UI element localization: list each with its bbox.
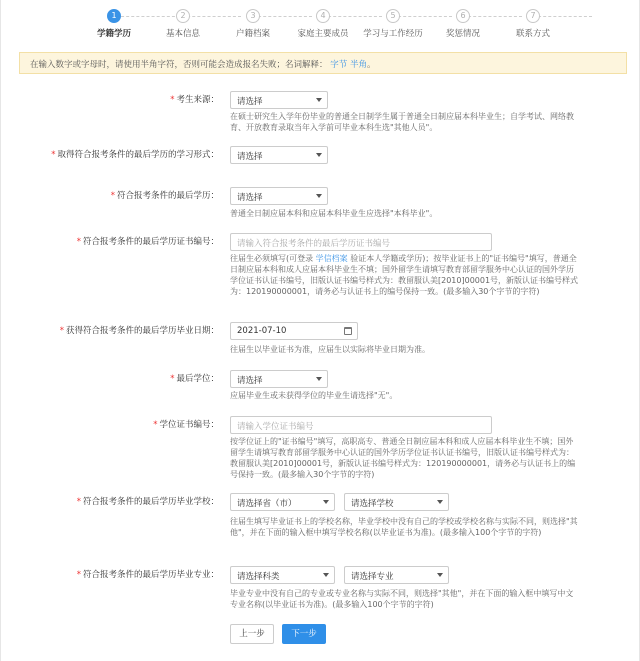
category-select[interactable] xyxy=(230,566,335,584)
degree-hint: 应届毕业生或未获得学位的毕业生请选择"无"。 xyxy=(230,391,398,400)
step-number: 1 xyxy=(107,9,121,23)
cert-no-input[interactable]: 请输入符合报考条件的最后学历证书编号 xyxy=(230,233,492,251)
chevron-down-icon xyxy=(316,98,322,102)
step-label: 家庭主要成员 xyxy=(297,29,349,39)
notice-end: 。 xyxy=(366,60,376,70)
required-mark: * xyxy=(170,374,175,384)
prev-step-button[interactable]: 上一步 xyxy=(230,624,274,644)
school-hint: 往届生填写毕业证书上的学校名称，毕业学校中没有自己的学校或学校名称与实际不同，则选择"其他"，并在下面的输入框中填写学校名称(以毕业证书为准)。(最多输入100个字节的字符) xyxy=(230,517,578,537)
step-5[interactable] xyxy=(358,9,428,39)
source-label-text: 考生来源： xyxy=(176,95,219,105)
chevron-down-icon xyxy=(316,153,322,157)
source-label xyxy=(1,95,219,106)
step-3[interactable] xyxy=(218,9,288,39)
step-label: 联系方式 xyxy=(515,29,550,39)
step-connector xyxy=(533,16,592,17)
step-connector xyxy=(393,16,452,17)
step-connector xyxy=(463,16,522,17)
province-select-value: 请选择省（市） xyxy=(237,499,297,509)
last-edu-label xyxy=(1,191,219,202)
chevron-down-icon xyxy=(323,573,329,577)
study-form-label xyxy=(1,150,219,161)
required-mark: * xyxy=(51,150,56,160)
province-select[interactable] xyxy=(230,493,335,511)
school-select[interactable] xyxy=(344,493,449,511)
step-label: 户籍档案 xyxy=(235,29,270,39)
category-select-value: 请选择科类 xyxy=(237,572,280,582)
major-select[interactable] xyxy=(344,566,449,584)
cert-no-label-text: 符合报考条件的最后学历证书编号： xyxy=(82,237,219,247)
cert-no-hint xyxy=(230,253,580,297)
cert-no-label xyxy=(1,237,219,248)
step-number: 2 xyxy=(176,9,190,23)
chevron-down-icon xyxy=(437,500,443,504)
glossary-link-byte[interactable]: 字节 xyxy=(330,60,348,70)
step-number: 6 xyxy=(456,9,470,23)
step-label: 基本信息 xyxy=(165,29,200,39)
chevron-down-icon xyxy=(316,194,322,198)
step-label: 学籍学历 xyxy=(96,29,131,39)
step-6[interactable] xyxy=(428,9,498,39)
source-select-value: 请选择 xyxy=(237,97,263,107)
grad-date-hint: 往届生以毕业证书为准，应届生以实际将毕业日期为准。 xyxy=(230,345,430,354)
grad-date-value: 2021-07-10 xyxy=(237,326,287,336)
source-hint: 在硕士研究生入学年份毕业的普通全日制学生属于普通全日制应届本科毕业生；自学考试、网络教育、开放教育录取当年入学前可毕业本科生选"其他人员"。 xyxy=(230,112,574,132)
step-4[interactable] xyxy=(288,9,358,39)
study-form-label-text: 取得符合报考条件的最后学历的学习形式： xyxy=(57,150,219,160)
grad-date-label xyxy=(1,326,219,337)
next-step-button[interactable]: 下一步 xyxy=(282,624,326,644)
required-mark: * xyxy=(59,326,64,336)
calendar-icon[interactable] xyxy=(344,327,352,335)
degree-cert-hint: 按学位证上的"证书编号"填写，高职高专、普通全日制应届本科和成人应届本科毕业生不填；国外留学生请填写教育部留学服务中心认证的国外学历学位证书认证书编号，旧版认证书编号样式为：教留服认美[2010]00001号，新版认证书编号样式为：120190000001，请务必与认证书上的编号保持一致。(最多输入30个字节的字符) xyxy=(230,437,576,479)
notice-text: 在输入数字或字母时，请使用半角字符，否则可能会造成报名失败；名词解释： xyxy=(30,60,328,70)
notice-bar xyxy=(19,52,627,74)
grad-date-label-text: 获得符合报考条件的最后学历毕业日期： xyxy=(65,326,219,336)
required-mark: * xyxy=(76,497,81,507)
major-select-value: 请选择专业 xyxy=(351,572,394,582)
step-label: 奖惩情况 xyxy=(445,29,480,39)
last-edu-hint: 普通全日制应届本科和应届本科毕业生应选择"本科毕业"。 xyxy=(230,209,438,218)
xuexin-link[interactable]: 学信档案 xyxy=(315,254,348,263)
chevron-down-icon xyxy=(323,500,329,504)
glossary-link-halfwidth[interactable]: 半角 xyxy=(349,60,367,70)
step-2[interactable] xyxy=(148,9,218,39)
major-label xyxy=(1,570,219,581)
cert-no-hint-a: 往届生必须填写(可登录 xyxy=(230,254,316,263)
degree-select-value: 请选择 xyxy=(237,376,263,386)
last-edu-select[interactable] xyxy=(230,187,328,205)
major-label-text: 符合报考条件的最后学历毕业专业： xyxy=(82,570,219,580)
last-edu-select-value: 请选择 xyxy=(237,193,263,203)
step-number: 3 xyxy=(246,9,260,23)
required-mark: * xyxy=(76,237,81,247)
cert-no-hint-b: 验证本人学籍或学历)；按毕业证书上的"证书编号"填写，普通全日制应届本科和成人应届本科毕业生不填；国外留学生请填写教育部留学服务中心认证的国外学历学位证书认证书编号，旧版认证书编号样式为：教留服认美[2010]00001号，新版认证书编号样式为：120190000001，请务必与认证书上的编号保持一致。(最多输入30个字节的字符) xyxy=(230,254,579,296)
major-hint: 毕业专业中没有自己的专业或专业名称与实际不同，则选择"其他"，并在下面的输入框中填写中文专业名称(以毕业证书为准)。(最多输入100个字节的字符) xyxy=(230,589,574,609)
step-number: 7 xyxy=(526,9,540,23)
school-label xyxy=(1,497,219,508)
step-number: 5 xyxy=(386,9,400,23)
school-select-value: 请选择学校 xyxy=(351,499,394,509)
required-mark: * xyxy=(110,191,115,201)
degree-select[interactable] xyxy=(230,370,328,388)
step-number: 4 xyxy=(316,9,330,23)
degree-cert-label xyxy=(1,420,219,431)
required-mark: * xyxy=(76,570,81,580)
required-mark: * xyxy=(170,95,175,105)
grad-date-input[interactable] xyxy=(230,322,358,340)
school-label-text: 符合报考条件的最后学历毕业学校： xyxy=(82,497,219,507)
degree-label-text: 最后学位： xyxy=(176,374,219,384)
step-1[interactable] xyxy=(79,9,149,39)
degree-cert-label-text: 学位证书编号： xyxy=(159,420,219,430)
source-select[interactable] xyxy=(230,91,328,109)
progress-stepper xyxy=(81,9,576,47)
required-mark: * xyxy=(153,420,158,430)
step-connector xyxy=(323,16,382,17)
study-form-select-value: 请选择 xyxy=(237,152,263,162)
step-label: 学习与工作经历 xyxy=(363,29,423,39)
step-7[interactable] xyxy=(498,9,568,39)
chevron-down-icon xyxy=(437,573,443,577)
step-connector xyxy=(253,16,312,17)
study-form-select[interactable] xyxy=(230,146,328,164)
degree-cert-input[interactable]: 请输入学位证书编号 xyxy=(230,416,492,434)
chevron-down-icon xyxy=(316,377,322,381)
last-edu-label-text: 符合报考条件的最后学历： xyxy=(116,191,219,201)
degree-label xyxy=(1,374,219,385)
